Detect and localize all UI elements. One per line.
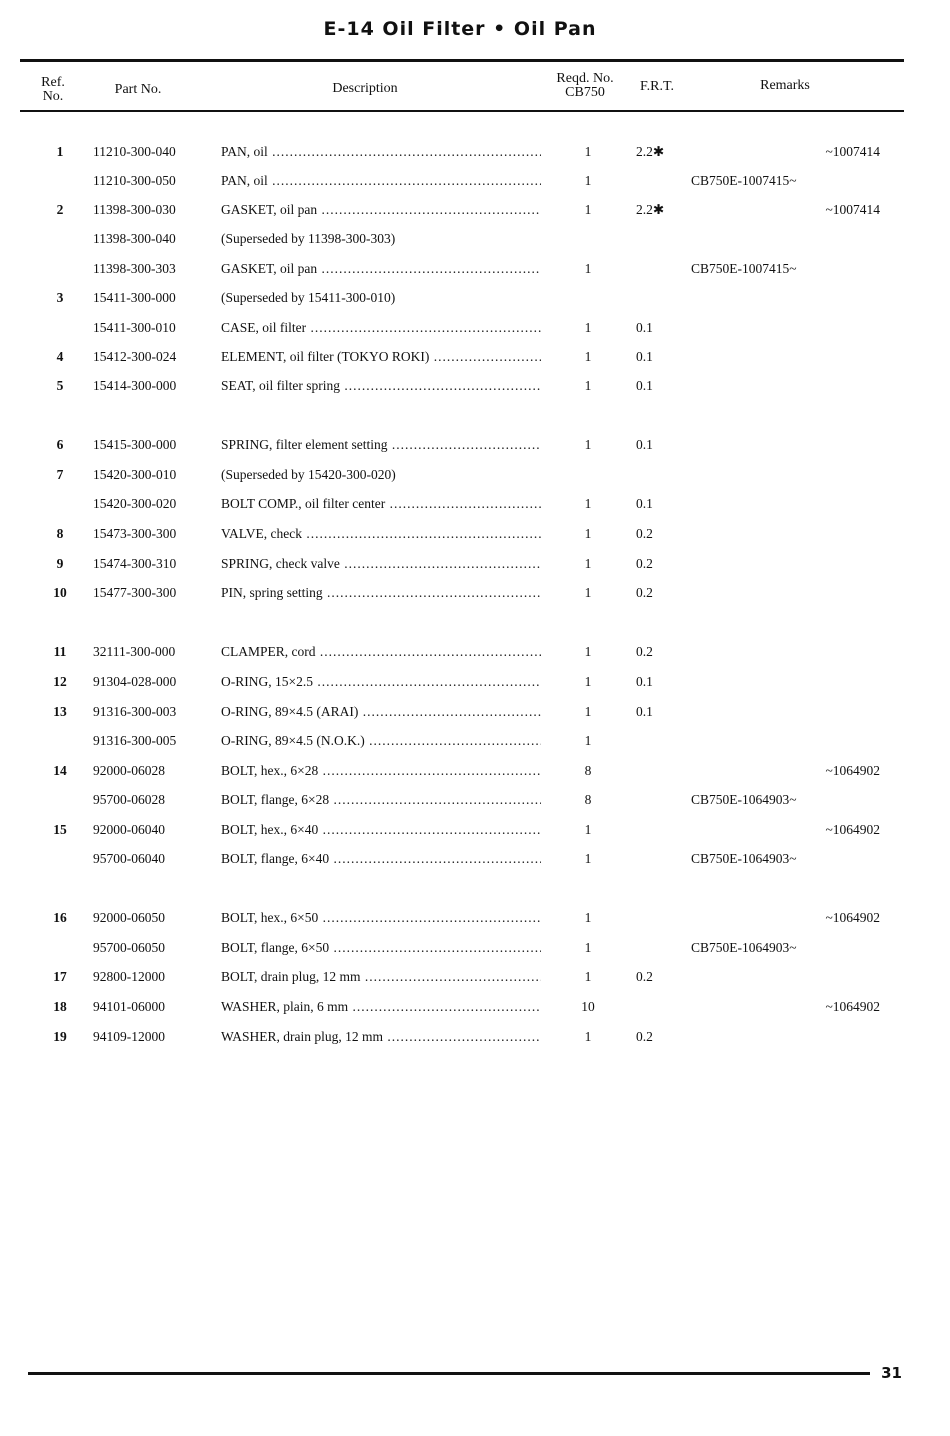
part-number: 92000-06050 xyxy=(93,910,165,925)
part-number: 91316-300-005 xyxy=(93,733,177,748)
table-row xyxy=(0,644,950,666)
description: BOLT, hex., 6×50 ..... xyxy=(221,910,541,926)
table-row xyxy=(0,378,950,400)
description: SEAT, oil filter spring ..... xyxy=(221,378,541,394)
table-row xyxy=(0,467,950,489)
required-qty: 1 xyxy=(584,496,592,511)
part-number: 94101-06000 xyxy=(93,999,165,1014)
ref-no: 16 xyxy=(53,910,67,925)
header-reqd-line1: Reqd. No. xyxy=(556,71,614,86)
part-number: 15412-300-024 xyxy=(93,349,177,364)
ref-no: 7 xyxy=(56,467,64,482)
table-row xyxy=(0,585,950,607)
description: O-RING, 89×4.5 (ARAI) ..... xyxy=(221,704,541,720)
part-number: 11210-300-050 xyxy=(93,173,176,188)
part-number: 11398-300-040 xyxy=(93,231,176,246)
description: O-RING, 89×4.5 (N.O.K.) ..... xyxy=(221,733,541,749)
table-row xyxy=(0,792,950,814)
ref-no: 3 xyxy=(56,290,64,305)
remark-serial: ~1064902 xyxy=(825,763,880,778)
part-number: 15414-300-000 xyxy=(93,378,177,393)
frt-value: 0.2 xyxy=(636,1029,653,1044)
description: BOLT, drain plug, 12 mm ..... xyxy=(221,969,541,985)
description: BOLT COMP., oil filter center ..... xyxy=(221,496,541,512)
required-qty: 1 xyxy=(584,202,592,217)
ref-no: 13 xyxy=(53,704,67,719)
table-row xyxy=(0,704,950,726)
table-row xyxy=(0,261,950,283)
part-number: 95700-06028 xyxy=(93,792,165,807)
description: PIN, spring setting ..... xyxy=(221,585,541,601)
part-number: 15411-300-010 xyxy=(93,320,176,335)
remark-serial: ~1064902 xyxy=(825,910,880,925)
required-qty: 10 xyxy=(581,999,595,1014)
description: ELEMENT, oil filter (TOKYO ROKI) ..... xyxy=(221,349,541,365)
part-number: 94109-12000 xyxy=(93,1029,165,1044)
frt-value: 0.2 xyxy=(636,969,653,984)
required-qty: 1 xyxy=(584,822,592,837)
part-number: 11398-300-303 xyxy=(93,261,176,276)
required-qty: 1 xyxy=(584,1029,592,1044)
table-row xyxy=(0,969,950,991)
frt-value: 0.1 xyxy=(636,349,653,364)
required-qty: 1 xyxy=(584,378,592,393)
description: BOLT, hex., 6×40 ..... xyxy=(221,822,541,838)
table-row xyxy=(0,1029,950,1051)
part-number: 91316-300-003 xyxy=(93,704,177,719)
remark-frame: CB750E-1007415~ xyxy=(691,261,797,276)
required-qty: 1 xyxy=(584,910,592,925)
description: PAN, oil ..... xyxy=(221,173,541,189)
table-row xyxy=(0,202,950,224)
required-qty: 1 xyxy=(584,320,592,335)
ref-no: 5 xyxy=(56,378,64,393)
remark-frame: CB750E-1064903~ xyxy=(691,792,797,807)
required-qty: 1 xyxy=(584,556,592,571)
frt-value: 0.1 xyxy=(636,496,653,511)
frt-value: 0.1 xyxy=(636,378,653,393)
required-qty: 1 xyxy=(584,969,592,984)
part-number: 95700-06040 xyxy=(93,851,165,866)
part-number: 92000-06040 xyxy=(93,822,165,837)
frt-value: 0.1 xyxy=(636,674,653,689)
table-row xyxy=(0,763,950,785)
part-number: 11398-300-030 xyxy=(93,202,176,217)
remark-serial: ~1064902 xyxy=(825,999,880,1014)
required-qty: 1 xyxy=(584,144,592,159)
table-row xyxy=(0,496,950,518)
ref-no: 6 xyxy=(56,437,64,452)
required-qty: 1 xyxy=(584,674,592,689)
ref-no: 11 xyxy=(53,644,67,659)
required-qty: 1 xyxy=(584,173,592,188)
part-number: 32111-300-000 xyxy=(93,644,176,659)
footer-rule xyxy=(28,1372,870,1375)
remark-frame: CB750E-1064903~ xyxy=(691,940,797,955)
part-number: 15474-300-310 xyxy=(93,556,177,571)
page-title: E-14 Oil Filter • Oil Pan xyxy=(323,18,597,40)
remark-serial: ~1007414 xyxy=(825,202,880,217)
table-row xyxy=(0,231,950,253)
required-qty: 8 xyxy=(584,792,592,807)
header-frt: F.R.T. xyxy=(639,79,674,94)
description: SPRING, filter element setting ..... xyxy=(221,437,541,453)
description: BOLT, hex., 6×28 ..... xyxy=(221,763,541,779)
required-qty: 1 xyxy=(584,851,592,866)
ref-no: 19 xyxy=(53,1029,67,1044)
table-row xyxy=(0,144,950,166)
header-ref-line2: No. xyxy=(42,89,64,104)
table-row xyxy=(0,290,950,312)
description: BOLT, flange, 6×28 ..... xyxy=(221,792,541,808)
frt-value: 0.2 xyxy=(636,585,653,600)
header-part-no: Part No. xyxy=(114,82,162,97)
required-qty: 1 xyxy=(584,437,592,452)
description: VALVE, check ..... xyxy=(221,526,541,542)
required-qty: 8 xyxy=(584,763,592,778)
part-number: 15477-300-300 xyxy=(93,585,177,600)
required-qty: 1 xyxy=(584,644,592,659)
required-qty: 1 xyxy=(584,261,592,276)
table-row xyxy=(0,349,950,371)
part-number: 15473-300-300 xyxy=(93,526,177,541)
part-number: 92800-12000 xyxy=(93,969,165,984)
table-row xyxy=(0,940,950,962)
frt-value: 0.2 xyxy=(636,644,653,659)
required-qty: 1 xyxy=(584,585,592,600)
part-number: 15420-300-010 xyxy=(93,467,177,482)
header-top-rule xyxy=(20,59,904,62)
description: GASKET, oil pan ..... xyxy=(221,202,541,218)
description: CLAMPER, cord ..... xyxy=(221,644,541,660)
ref-no: 9 xyxy=(56,556,64,571)
part-number: 15411-300-000 xyxy=(93,290,176,305)
remark-frame: CB750E-1007415~ xyxy=(691,173,797,188)
ref-no: 8 xyxy=(56,526,64,541)
required-qty: 1 xyxy=(584,349,592,364)
table-row xyxy=(0,556,950,578)
description: WASHER, plain, 6 mm ..... xyxy=(221,999,541,1015)
ref-no: 4 xyxy=(56,349,64,364)
page-number: 31 xyxy=(881,1364,902,1382)
ref-no: 1 xyxy=(56,144,64,159)
header-bottom-rule xyxy=(20,110,904,112)
remark-frame: CB750E-1064903~ xyxy=(691,851,797,866)
description: CASE, oil filter ..... xyxy=(221,320,541,336)
ref-no: 15 xyxy=(53,822,67,837)
remark-serial: ~1007414 xyxy=(825,144,880,159)
frt-value: 2.2✱ xyxy=(636,144,665,159)
table-row xyxy=(0,822,950,844)
description: BOLT, flange, 6×40 ..... xyxy=(221,851,541,867)
table-row xyxy=(0,999,950,1021)
frt-value: 0.1 xyxy=(636,320,653,335)
header-description: Description xyxy=(332,81,398,96)
required-qty: 1 xyxy=(584,526,592,541)
ref-no: 14 xyxy=(53,763,67,778)
frt-value: 0.2 xyxy=(636,556,653,571)
description: O-RING, 15×2.5 ..... xyxy=(221,674,541,690)
part-number: 92000-06028 xyxy=(93,763,165,778)
ref-no: 18 xyxy=(53,999,67,1014)
ref-no: 17 xyxy=(53,969,67,984)
frt-value: 0.2 xyxy=(636,526,653,541)
required-qty: 1 xyxy=(584,733,592,748)
description: BOLT, flange, 6×50 ..... xyxy=(221,940,541,956)
table-row xyxy=(0,320,950,342)
remark-serial: ~1064902 xyxy=(825,822,880,837)
table-row xyxy=(0,851,950,873)
description: (Superseded by 15420-300-020) xyxy=(221,467,396,482)
header-ref-line1: Ref. xyxy=(41,75,65,90)
required-qty: 1 xyxy=(584,704,592,719)
required-qty: 1 xyxy=(584,940,592,955)
table-row xyxy=(0,910,950,932)
frt-value: 2.2✱ xyxy=(636,202,665,217)
description: PAN, oil ..... xyxy=(221,144,541,160)
table-row xyxy=(0,173,950,195)
table-row xyxy=(0,674,950,696)
frt-value: 0.1 xyxy=(636,704,653,719)
part-number: 15420-300-020 xyxy=(93,496,177,511)
table-row xyxy=(0,437,950,459)
description: WASHER, drain plug, 12 mm ..... xyxy=(221,1029,541,1045)
part-number: 91304-028-000 xyxy=(93,674,177,689)
description: GASKET, oil pan ..... xyxy=(221,261,541,277)
ref-no: 12 xyxy=(53,674,67,689)
part-number: 95700-06050 xyxy=(93,940,165,955)
header-reqd-line2: CB750 xyxy=(565,85,605,100)
frt-value: 0.1 xyxy=(636,437,653,452)
ref-no: 2 xyxy=(56,202,64,217)
description: (Superseded by 11398-300-303) xyxy=(221,231,396,246)
table-row xyxy=(0,526,950,548)
part-number: 15415-300-000 xyxy=(93,437,177,452)
description: SPRING, check valve ..... xyxy=(221,556,541,572)
part-number: 11210-300-040 xyxy=(93,144,176,159)
header-remarks: Remarks xyxy=(760,78,810,93)
table-row xyxy=(0,733,950,755)
header-reqd xyxy=(540,72,630,100)
ref-no: 10 xyxy=(53,585,67,600)
header-ref xyxy=(30,76,76,104)
description: (Superseded by 15411-300-010) xyxy=(221,290,396,305)
